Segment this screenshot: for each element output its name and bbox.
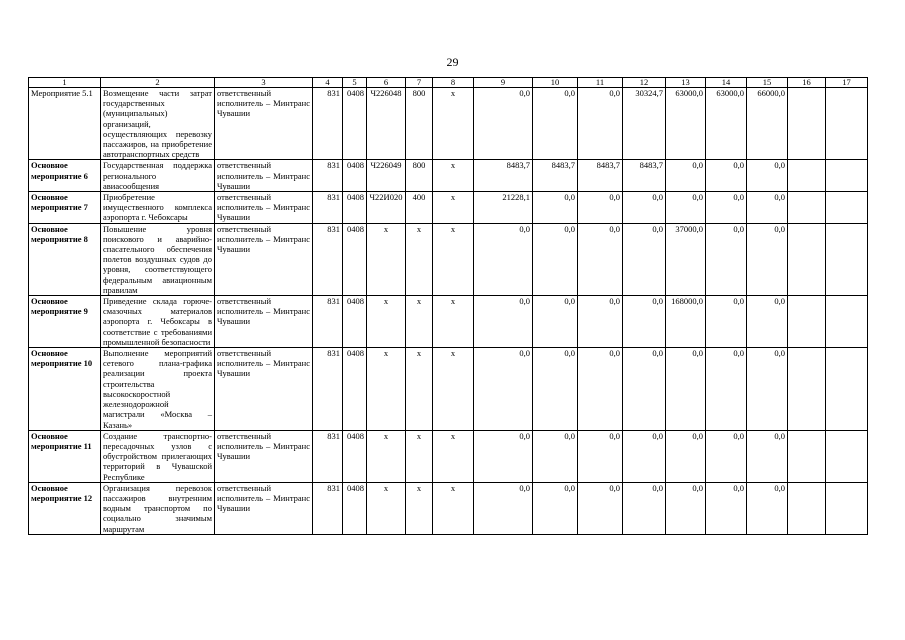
activity-name-cell: Основное мероприятие 8	[29, 223, 101, 295]
activity-name-cell: Мероприятие 5.1	[29, 88, 101, 160]
table-row	[29, 430, 868, 482]
value-cell: 37000,0	[666, 223, 706, 295]
target-article-cell: Ч226048	[367, 88, 406, 160]
table-row	[29, 482, 868, 534]
value-cell: 0,0	[474, 430, 533, 482]
value-cell: 0,0	[623, 348, 666, 431]
code-cell: 831	[313, 88, 343, 160]
activity-name-cell: Основное мероприятие 12	[29, 482, 101, 534]
expense-type-cell: х	[406, 296, 433, 348]
column-number-row	[29, 78, 868, 88]
column-number-10: 10	[533, 78, 578, 88]
target-article-cell: х	[367, 430, 406, 482]
value-cell	[788, 430, 826, 482]
value-cell: 0,0	[533, 348, 578, 431]
value-cell: 0,0	[578, 348, 623, 431]
executor-cell: ответственный исполнитель – Минтранс Чувашии	[215, 430, 313, 482]
activity-name-cell: Основное мероприятие 9	[29, 296, 101, 348]
code-cell: 831	[313, 192, 343, 224]
funding-source-cell: х	[433, 88, 474, 160]
value-cell: 0,0	[474, 482, 533, 534]
value-cell: 8483,7	[474, 160, 533, 192]
table-row	[29, 223, 868, 295]
activity-description-cell: Возмещение части затрат государственных (муниципальных) организаций, осуществляющих перевозку пассажиров, на приобретение автотранспортных средств	[101, 88, 215, 160]
funding-source-cell: х	[433, 223, 474, 295]
column-number-4: 4	[313, 78, 343, 88]
value-cell: 0,0	[578, 88, 623, 160]
activity-description-cell: Создание транспортно-пересадочных узлов с обустройством прилегающих территорий в Чувашской Республике	[101, 430, 215, 482]
target-article-cell: х	[367, 223, 406, 295]
column-number-14: 14	[706, 78, 747, 88]
value-cell	[788, 348, 826, 431]
table-row	[29, 160, 868, 192]
section-code-cell: 0408	[343, 348, 367, 431]
activity-description-cell: Приобретение имущественного комплекса аэропорта г. Чебоксары	[101, 192, 215, 224]
value-cell: 0,0	[578, 223, 623, 295]
executor-cell: ответственный исполнитель – Минтранс Чувашии	[215, 160, 313, 192]
table-row	[29, 88, 868, 160]
funding-source-cell: х	[433, 482, 474, 534]
expense-type-cell: 800	[406, 88, 433, 160]
value-cell	[826, 192, 868, 224]
value-cell: 0,0	[533, 223, 578, 295]
value-cell: 0,0	[706, 192, 747, 224]
column-number-9: 9	[474, 78, 533, 88]
code-cell: 831	[313, 482, 343, 534]
expense-type-cell: х	[406, 223, 433, 295]
value-cell: 0,0	[747, 296, 788, 348]
activity-description-cell: Выполнение мероприятий сетевого плана-графика реализации проекта строительства высокоскоростной железнодорожной магистрали «Москва – Казань»	[101, 348, 215, 431]
value-cell: 0,0	[666, 430, 706, 482]
value-cell: 0,0	[623, 296, 666, 348]
executor-cell: ответственный исполнитель – Минтранс Чувашии	[215, 482, 313, 534]
value-cell	[826, 296, 868, 348]
value-cell: 0,0	[533, 296, 578, 348]
expense-type-cell: х	[406, 348, 433, 431]
value-cell: 0,0	[578, 296, 623, 348]
code-cell: 831	[313, 430, 343, 482]
funding-source-cell: х	[433, 348, 474, 431]
value-cell	[826, 88, 868, 160]
column-number-13: 13	[666, 78, 706, 88]
column-number-6: 6	[367, 78, 406, 88]
value-cell: 0,0	[747, 430, 788, 482]
value-cell: 0,0	[747, 192, 788, 224]
value-cell: 0,0	[706, 348, 747, 431]
value-cell: 0,0	[623, 192, 666, 224]
value-cell: 0,0	[578, 192, 623, 224]
code-cell: 831	[313, 160, 343, 192]
value-cell: 0,0	[706, 296, 747, 348]
column-number-16: 16	[788, 78, 826, 88]
value-cell: 0,0	[578, 430, 623, 482]
section-code-cell: 0408	[343, 482, 367, 534]
value-cell: 0,0	[666, 348, 706, 431]
table-row	[29, 192, 868, 224]
column-number-7: 7	[406, 78, 433, 88]
value-cell: 0,0	[533, 88, 578, 160]
executor-cell: ответственный исполнитель – Минтранс Чувашии	[215, 296, 313, 348]
value-cell: 0,0	[474, 348, 533, 431]
code-cell: 831	[313, 223, 343, 295]
column-number-5: 5	[343, 78, 367, 88]
column-number-3: 3	[215, 78, 313, 88]
target-article-cell: Ч22И020	[367, 192, 406, 224]
value-cell: 63000,0	[706, 88, 747, 160]
page-number: 29	[446, 55, 459, 69]
value-cell: 8483,7	[533, 160, 578, 192]
value-cell: 0,0	[533, 192, 578, 224]
value-cell: 63000,0	[666, 88, 706, 160]
value-cell: 66000,0	[747, 88, 788, 160]
value-cell: 0,0	[747, 223, 788, 295]
activity-description-cell: Организация перевозок пассажиров внутренним водным транспортом по социально значимым маршрутам	[101, 482, 215, 534]
funding-source-cell: х	[433, 192, 474, 224]
section-code-cell: 0408	[343, 88, 367, 160]
value-cell	[826, 223, 868, 295]
value-cell: 0,0	[474, 223, 533, 295]
code-cell: 831	[313, 296, 343, 348]
value-cell: 0,0	[533, 430, 578, 482]
value-cell: 30324,7	[623, 88, 666, 160]
value-cell	[826, 482, 868, 534]
expense-type-cell: 400	[406, 192, 433, 224]
funding-source-cell: х	[433, 296, 474, 348]
executor-cell: ответственный исполнитель – Минтранс Чувашии	[215, 88, 313, 160]
section-code-cell: 0408	[343, 223, 367, 295]
expense-type-cell: х	[406, 430, 433, 482]
value-cell	[788, 223, 826, 295]
value-cell	[788, 296, 826, 348]
value-cell: 0,0	[474, 88, 533, 160]
value-cell: 0,0	[706, 430, 747, 482]
column-number-17: 17	[826, 78, 868, 88]
value-cell: 0,0	[666, 482, 706, 534]
value-cell: 0,0	[623, 482, 666, 534]
table-row	[29, 348, 868, 431]
column-number-1: 1	[29, 78, 101, 88]
value-cell: 0,0	[706, 160, 747, 192]
column-number-15: 15	[747, 78, 788, 88]
value-cell	[788, 160, 826, 192]
value-cell: 21228,1	[474, 192, 533, 224]
code-cell: 831	[313, 348, 343, 431]
target-article-cell: х	[367, 296, 406, 348]
funding-source-cell: х	[433, 430, 474, 482]
activity-name-cell: Основное мероприятие 6	[29, 160, 101, 192]
value-cell: 8483,7	[623, 160, 666, 192]
value-cell: 0,0	[623, 223, 666, 295]
value-cell	[788, 192, 826, 224]
funding-source-cell: х	[433, 160, 474, 192]
budget-table	[28, 77, 868, 535]
table-row	[29, 296, 868, 348]
value-cell	[788, 482, 826, 534]
executor-cell: ответственный исполнитель – Минтранс Чувашии	[215, 348, 313, 431]
target-article-cell: х	[367, 348, 406, 431]
column-number-2: 2	[101, 78, 215, 88]
value-cell: 0,0	[706, 223, 747, 295]
target-article-cell: Ч226049	[367, 160, 406, 192]
value-cell	[788, 88, 826, 160]
executor-cell: ответственный исполнитель – Минтранс Чувашии	[215, 223, 313, 295]
column-number-12: 12	[623, 78, 666, 88]
activity-name-cell: Основное мероприятие 11	[29, 430, 101, 482]
value-cell	[826, 348, 868, 431]
column-number-8: 8	[433, 78, 474, 88]
value-cell	[826, 430, 868, 482]
value-cell: 0,0	[474, 296, 533, 348]
section-code-cell: 0408	[343, 160, 367, 192]
section-code-cell: 0408	[343, 296, 367, 348]
section-code-cell: 0408	[343, 192, 367, 224]
value-cell: 168000,0	[666, 296, 706, 348]
activity-description-cell: Государственная поддержка регионального авиасообщения	[101, 160, 215, 192]
expense-type-cell: 800	[406, 160, 433, 192]
activity-name-cell: Основное мероприятие 10	[29, 348, 101, 431]
value-cell: 0,0	[666, 192, 706, 224]
value-cell: 0,0	[706, 482, 747, 534]
value-cell	[826, 160, 868, 192]
activity-description-cell: Повышение уровня поискового и аварийно-спасательного обеспечения полетов воздушных судов до уровня, соответствующего федеральным авиационным правилам	[101, 223, 215, 295]
executor-cell: ответственный исполнитель – Минтранс Чувашии	[215, 192, 313, 224]
value-cell: 8483,7	[578, 160, 623, 192]
value-cell: 0,0	[747, 348, 788, 431]
value-cell: 0,0	[747, 160, 788, 192]
value-cell: 0,0	[533, 482, 578, 534]
activity-name-cell: Основное мероприятие 7	[29, 192, 101, 224]
expense-type-cell: х	[406, 482, 433, 534]
value-cell: 0,0	[578, 482, 623, 534]
column-number-11: 11	[578, 78, 623, 88]
activity-description-cell: Приведение склада горюче-смазочных материалов аэропорта г. Чебоксары в соответствие с требованиями промышленной безопасности	[101, 296, 215, 348]
value-cell: 0,0	[666, 160, 706, 192]
value-cell: 0,0	[623, 430, 666, 482]
value-cell: 0,0	[747, 482, 788, 534]
section-code-cell: 0408	[343, 430, 367, 482]
target-article-cell: х	[367, 482, 406, 534]
